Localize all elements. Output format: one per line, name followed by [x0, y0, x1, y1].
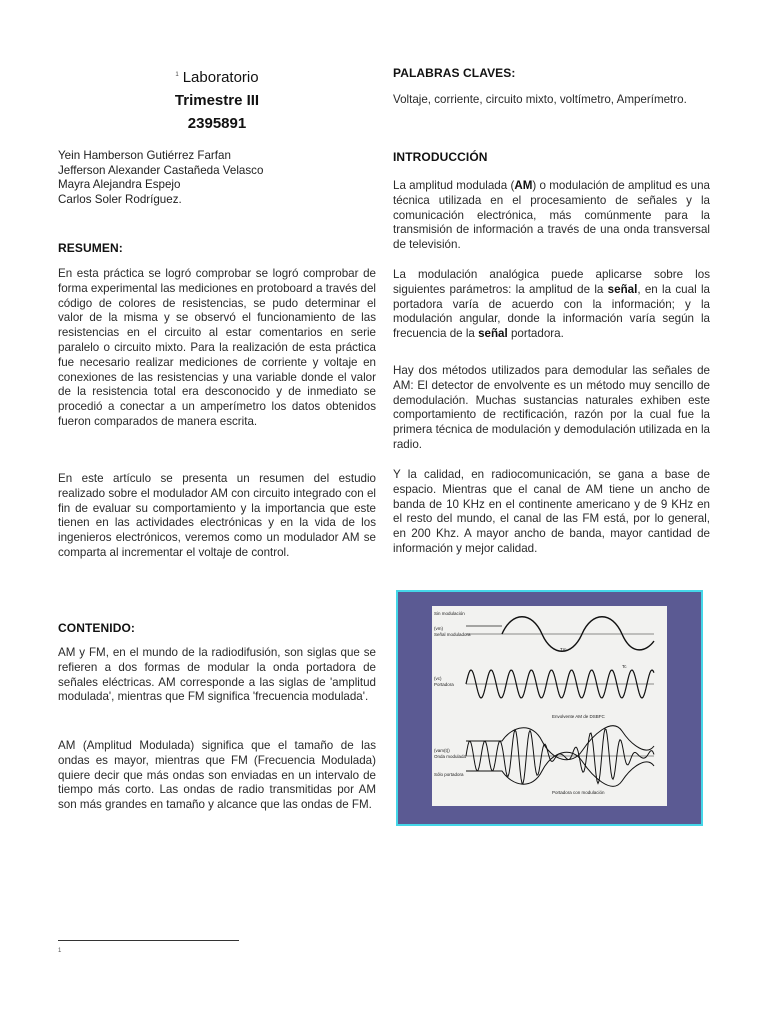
- term-senal: señal: [478, 327, 508, 341]
- introduccion-paragraph-1: La amplitud modulada (AM) o modulación de amplitud es una técnica utilizada en el procesamiento de señales y la comunicación electrónica, más comúnmente para la transmisión de información a través de una onda transversal de televisión.: [393, 179, 710, 252]
- figure-panel: [432, 606, 667, 806]
- resumen-paragraph-2: En este artículo se presenta un resumen del estudio realizado sobre el modulador AM con circuito integrado con el fin de evaluar su comportamiento y la importancia que este tienen en las actividades electrónicas y en la vida de los ingenieros electrónicos, veremos como un modulador AM se comparta al incrementar el voltaje de control.: [58, 472, 376, 559]
- title-line-2: Trimestre III: [174, 92, 260, 109]
- page-title: [58, 66, 376, 87]
- label-solo-portadora: Sólo portadora: [434, 772, 464, 777]
- title-line-1: Laboratorio: [182, 69, 259, 86]
- resumen-heading: RESUMEN:: [58, 241, 123, 255]
- introduccion-paragraph-2: La modulación analógica puede aplicarse sobre los siguientes parámetros: la amplitud de la señal, en la cual la portadora varía de acuerdo con la información; y la modulación angular, donde la información varía según la frecuencia de la señal portadora.: [393, 268, 710, 341]
- term-senal: señal: [607, 282, 638, 296]
- contenido-heading: CONTENIDO:: [58, 621, 135, 635]
- envelope-upper: [466, 726, 654, 760]
- am-modulation-figure: [396, 590, 703, 826]
- author: Mayra Alejandra Espejo: [58, 178, 181, 191]
- introduccion-heading: INTRODUCCIÓN: [393, 150, 488, 164]
- label-sin-modulacion: Sin modulación: [434, 611, 465, 616]
- introduccion-paragraph-4: Y la calidad, en radiocomunicación, se gana a base de espacio. Mientras que el canal de AM tiene un ancho de banda de 10 KHz en el continente americano y de 9 KHz en el resto del mundo, el canal de las FM está, por lo general, en 200 Khz. A mayor ancho de banda, mayor cantidad de información y mejor calidad.: [393, 468, 710, 555]
- palabras-heading: PALABRAS CLAVES:: [393, 66, 516, 80]
- author-list: [58, 149, 263, 207]
- label-portadora: Portadora: [434, 682, 454, 687]
- label-vc: (vc): [434, 676, 442, 681]
- label-tm: Tm: [560, 647, 567, 652]
- author: Yein Hamberson Gutiérrez Farfan: [58, 149, 231, 162]
- contenido-paragraph-1: AM y FM, en el mundo de la radiodifusión, son siglas que se refieren a dos formas de modular la onda portadora de señales eléctricas. AM corresponde a las siglas de 'amplitud modulada', mientras que FM significa 'frecuencia modulada'.: [58, 646, 376, 704]
- label-senal-moduladora: Señal moduladora: [434, 632, 471, 637]
- label-portadora-con-modulacion: Portadora con modulación: [552, 790, 605, 795]
- author: Carlos Soler Rodríguez.: [58, 192, 182, 206]
- footnote-ref: 1: [175, 72, 179, 78]
- label-tc: Tc: [622, 664, 627, 669]
- contenido-paragraph-2: AM (Amplitud Modulada) significa que el tamaño de las ondas es mayor, mientras que FM (Frecuencia Modulada) quiere decir que más ondas son enviadas en un intervalo de tiempo más corto. Las ondas de radio transmitidas por AM son más grandes en tamaño y alcance que las ondas de FM.: [58, 739, 376, 812]
- author: Jefferson Alexander Castañeda Velasco: [58, 163, 264, 177]
- label-envolvente: Envolvente AM de DSBFC: [552, 714, 605, 719]
- title-line-3: 2395891: [187, 115, 247, 132]
- label-onda-modulada: Onda modulada: [434, 754, 467, 759]
- introduccion-paragraph-3: Hay dos métodos utilizados para demodular las señales de AM: El detector de envolvente es un método muy sencillo de demodulación. Muchas sustancias naturales exhiben este comportamiento de rectificación, razón por la cual fue la primera técnica de modulación y demodulación utilizada en la radio.: [393, 364, 710, 451]
- envelope-lower: [466, 752, 654, 786]
- label-vm: (vm): [434, 626, 443, 631]
- footnote-divider: [58, 940, 239, 941]
- am-waveform-diagram: [432, 606, 667, 806]
- resumen-paragraph-1: En esta práctica se logró comprobar se logró comprobar de forma experimental las mediciones en protoboard a través del código de colores de resistencias, se pudo determinar el valor de la misma y se observó el funcionamiento de las resistencias en el circuito al estar comentarios en serie paralelo o circuito mixto. Para la realización de esta práctica fue necesario realizar mediciones de corriente y voltaje en conexiones de las resistencias y una variable donde el valor de la resistencia total era desconocido y de inmediato se procedió a conectar a un amperímetro los datos obtenidos fueron comparados de manera escrita.: [58, 267, 376, 428]
- label-vam: (vam(t)): [434, 748, 450, 753]
- palabras-text: Voltaje, corriente, circuito mixto, voltímetro, Amperímetro.: [393, 93, 687, 106]
- term-am: AM: [514, 179, 533, 192]
- footnote-mark: 1: [58, 948, 62, 954]
